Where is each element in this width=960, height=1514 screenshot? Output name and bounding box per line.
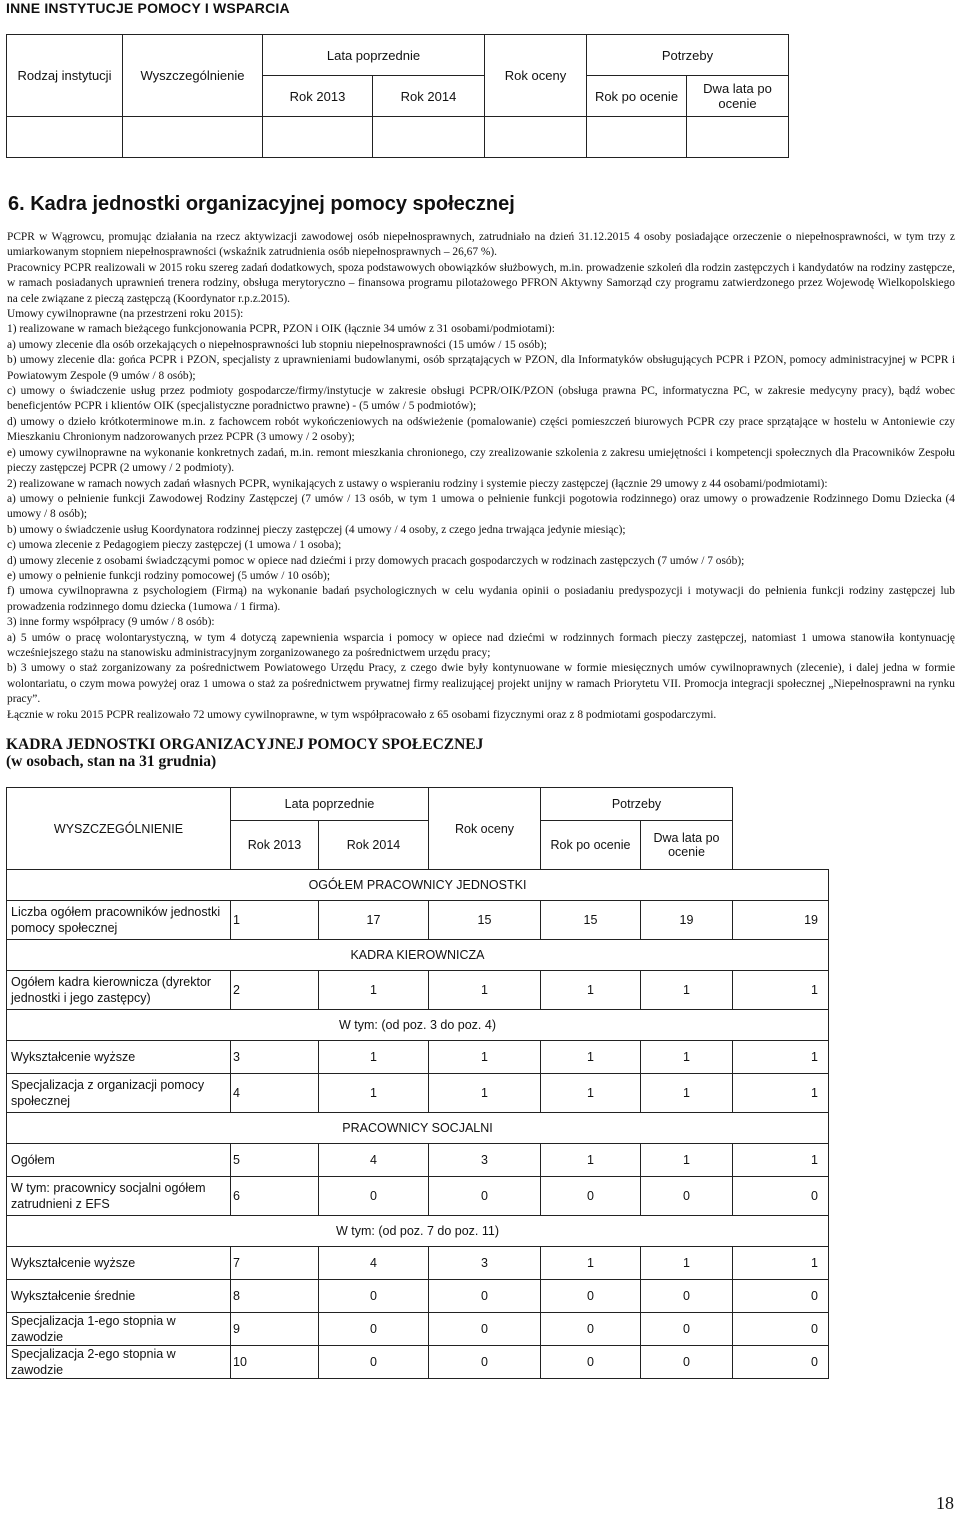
section-header: W tym: (od poz. 7 do poz. 11) — [7, 1216, 829, 1247]
spacer — [733, 788, 829, 870]
cell-2014: 15 — [429, 901, 541, 940]
row-number: 5 — [231, 1144, 319, 1177]
paragraph: b) 3 umowy o staż zorganizowany za pośrednictwem Powiatowego Urzędu Pracy, z czego dwie były kontynuowane w formie miesięcznych umów cywilnoprawnych (zlecenie), i dalej jedna w formie wolontariatu, o czym mowa powyżej oraz 1 umowa o staż za pośrednictwem prywatnej firmy realizującej projekt unijny w ramach Priorytetu VII. Promocja integracji społecznej „Niepełnosprawni na rynku pracy”. — [7, 662, 955, 706]
row-label: Ogółem kadra kierownicza (dyrektor jednostki i jego zastępcy) — [7, 971, 231, 1010]
col-2014: Rok 2014 — [373, 76, 485, 117]
row-number: 1 — [231, 901, 319, 940]
paragraph: d) umowy o dzieło krótkoterminowe m.in. z fachowcem robót wykończeniowych na odświeżenie (pomalowanie) części pomieszczeń biurowych PCPR czy prace sprzątające w hostelu w Antoniewie czy Mieszkaniu Chronionym nadzorowanych przez PCPR (3 umowy / 2 osoby); — [7, 415, 955, 444]
section-header: W tym: (od poz. 3 do poz. 4) — [7, 1010, 829, 1041]
col-year-after: Rok po ocenie — [541, 821, 641, 870]
cell-year-after: 0 — [641, 1313, 733, 1346]
cell-year-after: 0 — [641, 1280, 733, 1313]
row-number: 6 — [231, 1177, 319, 1216]
col-2013: Rok 2013 — [263, 76, 373, 117]
section-header: PRACOWNICY SOCJALNI — [7, 1113, 829, 1144]
section-title: 6. Kadra jednostki organizacyjnej pomocy społecznej — [8, 193, 515, 215]
cell-year-after: 1 — [641, 1074, 733, 1113]
paragraph: c) umowy o świadczenie usług przez podmioty gospodarcze/firmy/instytucje w zakresie obsługi PCPR/OIK/PZON (obsługa prawna PC, informatyczna PC, w zakresie medycyny pracy), bądź wobec beneficjentów PCPR i klientów OIK (specjalistyczne poradnictwo prawne) - (5 umów / 5 podmiotów); — [7, 385, 955, 413]
col-2013: Rok 2013 — [231, 821, 319, 870]
row-label: Specjalizacja z organizacji pomocy społecznej — [7, 1074, 231, 1113]
cell-two-years: 1 — [733, 1247, 829, 1280]
col-institution-type: Rodzaj instytucji — [7, 35, 123, 117]
cell-2014: 0 — [429, 1280, 541, 1313]
row-number: 8 — [231, 1280, 319, 1313]
cell-year-after: 19 — [641, 901, 733, 940]
staff-title-line1: KADRA JEDNOSTKI ORGANIZACYJNEJ POMOCY SPOŁECZNEJ — [6, 736, 484, 753]
row-number: 7 — [231, 1247, 319, 1280]
section-header: KADRA KIEROWNICZA — [7, 940, 829, 971]
paragraph: b) umowy o świadczenie usług Koordynatora rodzinnej pieczy zastępczej (4 umowy / 4 osoby, z czego jedna trwająca jedynie miesiąc); — [7, 523, 626, 536]
cell-two-years: 1 — [733, 1074, 829, 1113]
cell-2014: 0 — [429, 1346, 541, 1379]
cell-assessment: 15 — [541, 901, 641, 940]
cell-two-years: 0 — [733, 1313, 829, 1346]
paragraph: Łącznie w roku 2015 PCPR realizowało 72 umowy cywilnoprawne, w tym współpracowało z 65 osobami fizycznymi oraz z 8 podmiotami gospodarczymi. — [7, 708, 717, 721]
col-needs: Potrzeby — [587, 35, 789, 76]
cell-two-years: 0 — [733, 1177, 829, 1216]
cell-2013: 4 — [319, 1247, 429, 1280]
staff-title-line2: (w osobach, stan na 31 grudnia) — [6, 753, 217, 770]
cell-two-years: 0 — [733, 1280, 829, 1313]
cell-2013: 1 — [319, 1041, 429, 1074]
cell-2013: 0 — [319, 1280, 429, 1313]
cell-2014: 1 — [429, 971, 541, 1010]
row-number: 9 — [231, 1313, 319, 1346]
cell-2014: 3 — [429, 1144, 541, 1177]
col-two-years: Dwa lata po ocenie — [687, 76, 789, 117]
cell-two-years: 1 — [733, 971, 829, 1010]
empty-cell — [263, 117, 373, 158]
empty-cell — [587, 117, 687, 158]
cell-2013: 17 — [319, 901, 429, 940]
cell-2014: 1 — [429, 1041, 541, 1074]
section-header: OGÓŁEM PRACOWNICY JEDNOSTKI — [7, 870, 829, 901]
empty-cell — [485, 117, 587, 158]
cell-year-after: 1 — [641, 1247, 733, 1280]
empty-cell — [687, 117, 789, 158]
empty-cell — [123, 117, 263, 158]
cell-assessment: 1 — [541, 1144, 641, 1177]
row-label: Wykształcenie wyższe — [7, 1041, 231, 1074]
staff-table-title — [6, 736, 483, 770]
cell-assessment: 0 — [541, 1177, 641, 1216]
col-year-after: Rok po ocenie — [587, 76, 687, 117]
empty-cell — [373, 117, 485, 158]
row-label: Wykształcenie średnie — [7, 1280, 231, 1313]
paragraph: d) umowy zlecenie z osobami świadczącymi pomoc w opiece nad dziećmi i przy domowych pracach gospodarczych w rodzinach zastępczych (7 umów / 7 osób); — [7, 554, 745, 567]
cell-assessment: 1 — [541, 1041, 641, 1074]
col-needs: Potrzeby — [541, 788, 733, 821]
cell-year-after: 1 — [641, 1041, 733, 1074]
cell-year-after: 0 — [641, 1177, 733, 1216]
paragraph: 2) realizowane w ramach nowych zadań własnych PCPR, wynikających z ustawy o wspieraniu rodziny i systemie pieczy zastępczej (łącznie 29 umowy z 44 osobami/podmiotami): — [7, 477, 828, 490]
row-number: 3 — [231, 1041, 319, 1074]
col-two-years: Dwa lata po ocenie — [641, 821, 733, 870]
staff-table — [6, 787, 829, 1379]
paragraph: b) umowy zlecenie dla: gońca PCPR i PZON, specjalisty z uprawnieniami budowlanymi, osób sprzątających w PZON, dla Informatyków obsługujących PCPR i PZON, pomocy administracyjnej w PCPR i Powiatowym Zespole (9 umów / 8 osób); — [7, 354, 955, 382]
row-label: Liczba ogółem pracowników jednostki pomocy społecznej — [7, 901, 231, 940]
cell-2014: 3 — [429, 1247, 541, 1280]
cell-assessment: 0 — [541, 1280, 641, 1313]
paragraph: Umowy cywilnoprawne (na przestrzeni roku 2015): — [7, 308, 244, 321]
cell-2013: 0 — [319, 1177, 429, 1216]
row-number: 2 — [231, 971, 319, 1010]
row-number: 10 — [231, 1346, 319, 1379]
paragraph: PCPR w Wągrowcu, promując działania na rzecz aktywizacji zawodowej osób niepełnosprawnych, zatrudniało na dzień 31.12.2015 4 osoby posiadające orzeczenie o niepełnosprawności, w tym trzy z umiarkowanym stopniem niepełnosprawności (wskaźnik zatrudnienia osób niepełnosprawnych – 26,67 %). — [7, 231, 955, 259]
page-number: 18 — [936, 1493, 954, 1513]
col-prev-years: Lata poprzednie — [231, 788, 429, 821]
paragraph: c) umowa zlecenie z Pedagogiem pieczy zastępczej (1 umowa / 1 osoba); — [7, 539, 342, 552]
cell-assessment: 1 — [541, 1074, 641, 1113]
paragraph: a) umowy zlecenie dla osób orzekających o niepełnosprawności lub stopniu niepełnosprawności (15 umów / 15 osób); — [7, 338, 547, 351]
col-specification: WYSZCZEGÓLNIENIE — [7, 788, 231, 870]
empty-cell — [7, 117, 123, 158]
cell-2013: 1 — [319, 971, 429, 1010]
paragraph: e) umowy cywilnoprawne na wykonanie konkretnych zadań, m.in. remont mieszkania chronionego, czy zrealizowanie szkolenia z zakresu umiejętności i kompetencji społecznych dla Pracowników Zespołu pieczy zastępczej PCPR (2 umowy / 2 podmioty). — [7, 446, 955, 475]
cell-2013: 0 — [319, 1313, 429, 1346]
cell-2014: 0 — [429, 1177, 541, 1216]
col-2014: Rok 2014 — [319, 821, 429, 870]
paragraph: f) umowa cywilnoprawna z psychologiem (Firmą) na wykonanie badań psychologicznych w celu wydania opinii o posiadaniu predyspozycji i motywacji do pełnienia funkcji rodziny zastępczej lub prowadzenia rodzinnego domu dziecka (1umowa / 1 firma). — [7, 585, 955, 613]
institutions-table — [6, 34, 789, 158]
col-prev-years: Lata poprzednie — [263, 35, 485, 76]
row-label: Specjalizacja 2-ego stopnia w zawodzie — [7, 1346, 231, 1379]
row-label: Wykształcenie wyższe — [7, 1247, 231, 1280]
cell-2013: 4 — [319, 1144, 429, 1177]
row-label: Specjalizacja 1-ego stopnia w zawodzie — [7, 1313, 231, 1346]
cell-two-years: 1 — [733, 1144, 829, 1177]
paragraph: 3) inne formy współpracy (9 umów / 8 osób): — [7, 616, 215, 629]
paragraph: a) umowy o pełnienie funkcji Zawodowej Rodziny Zastępczej (7 umów / 13 osób, w tym 1 umowa o pełnienie funkcji pogotowia rodzinnego) oraz umowy o prowadzenie Rodzinnego Domu Dziecka (4 umowy / 8 osób); — [7, 492, 955, 521]
cell-year-after: 1 — [641, 971, 733, 1010]
row-label: W tym: pracownicy socjalni ogółem zatrudnieni z EFS — [7, 1177, 231, 1216]
cell-assessment: 1 — [541, 1247, 641, 1280]
paragraph: a) 5 umów o pracę wolontarystyczną, w tym 4 dotyczą zapewnienia wsparcia i pomocy w opiece nad dziećmi w rodzinnych formach pieczy zastępczej, natomiast 1 umowa stanowiła kontynuację wcześniejszego stażu na stanowisku administracyjnym zorganizowanego za pośrednictwem urzędu pracy; — [7, 631, 955, 659]
col-specification: Wyszczególnienie — [123, 35, 263, 117]
cell-year-after: 0 — [641, 1346, 733, 1379]
paragraph: e) umowy o pełnienie funkcji rodziny pomocowej (5 umów / 10 osób); — [7, 569, 330, 582]
cell-two-years: 0 — [733, 1346, 829, 1379]
col-assessment-year: Rok oceny — [485, 35, 587, 117]
top-heading: INNE INSTYTUCJE POMOCY I WSPARCIA — [6, 0, 290, 16]
row-number: 4 — [231, 1074, 319, 1113]
paragraph: Pracownicy PCPR realizowali w 2015 roku szereg zadań dodatkowych, spoza podstawowych obowiązków służbowych, m.in. prowadzenie szkoleń dla rodzin zastępczych i kandydatów na rodziny zastępcze, w ramach posiadanych uprawnień trenera rodziny, obsługa merytoryczno – finansowa programu pilotażowego PFRON Aktywny Samorząd czy programu zatwierdzonego przez Wojewodę Wielkopolskiego na cele związane z pieczą zastępczą (Koordynator r.p.z.2015). — [7, 261, 955, 305]
cell-assessment: 1 — [541, 971, 641, 1010]
cell-assessment: 0 — [541, 1313, 641, 1346]
cell-2014: 1 — [429, 1074, 541, 1113]
col-assessment-year: Rok oceny — [429, 788, 541, 870]
cell-2013: 1 — [319, 1074, 429, 1113]
cell-assessment: 0 — [541, 1346, 641, 1379]
cell-2014: 0 — [429, 1313, 541, 1346]
cell-year-after: 1 — [641, 1144, 733, 1177]
cell-two-years: 19 — [733, 901, 829, 940]
row-label: Ogółem — [7, 1144, 231, 1177]
paragraph: 1) realizowane w ramach bieżącego funkcjonowania PCPR, PZON i OIK (łącznie 34 umów z 31 osobami/podmiotami): — [7, 323, 555, 336]
body-text — [7, 230, 955, 723]
cell-2013: 0 — [319, 1346, 429, 1379]
cell-two-years: 1 — [733, 1041, 829, 1074]
